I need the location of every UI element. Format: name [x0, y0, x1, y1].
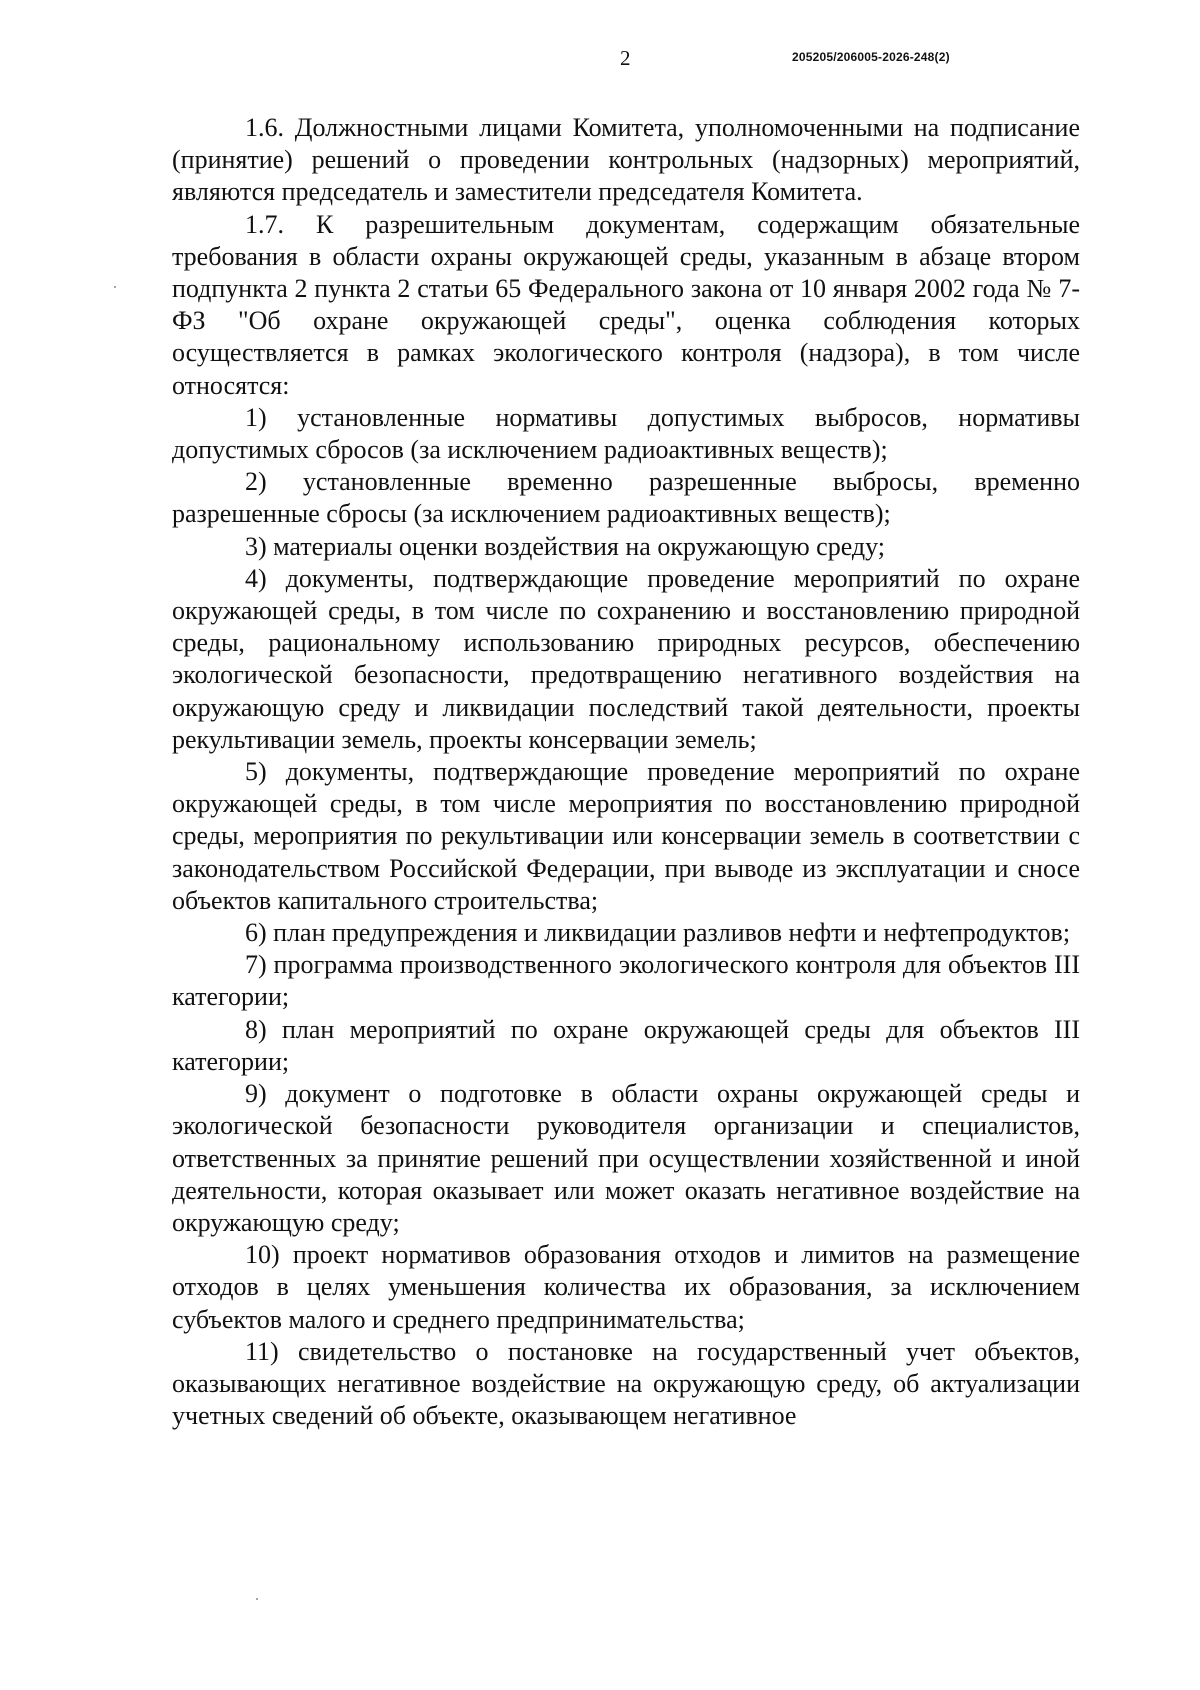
- list-item-3: 3) материалы оценки воздействия на окружающую среду;: [245, 531, 885, 561]
- list-item-1: 1) установленные нормативы допустимых выбросов, нормативы допустимых сбросов (за исключением радиоактивных веществ);: [172, 402, 1080, 465]
- scan-speck: [256, 1598, 258, 1600]
- list-item-6: 6) план предупреждения и ликвидации разливов нефти и нефтепродуктов;: [245, 918, 1071, 948]
- list-item-7: 7) программа производственного экологического контроля для объектов III категории;: [172, 950, 1080, 1012]
- scan-speck: [114, 286, 116, 288]
- list-item-8: 8) план мероприятий по охране окружающей среды для объектов III категории;: [172, 1014, 1080, 1076]
- list-item-11: 11) свидетельство о постановке на государственный учет объектов, оказывающих негативное воздействие на окружающую среду, об актуализации учетных сведений об объекте, оказывающем негативное: [172, 1336, 1080, 1431]
- document-id: 205205/206005-2026-248(2): [792, 50, 950, 64]
- list-item-5: 5) документы, подтверждающие проведение мероприятий по охране окружающей среды, в том числе мероприятия по восстановлению природной среды, мероприятия по рекультивации или консервации земель в соответствии с законодательством Российской Федерации, при выводе из эксплуатации и сносе объектов капитального строительства;: [172, 757, 1080, 915]
- paragraph-1-6: 1.6. Должностными лицами Комитета, уполномоченными на подписание (принятие) решений о проведении контрольных (надзорных) мероприятий, являются председатель и заместители председателя Комитета.: [172, 113, 1080, 207]
- list-item-2: 2) установленные временно разрешенные выбросы, временно разрешенные сбросы (за исключением радиоактивных веществ);: [172, 467, 1080, 529]
- paragraph-1-7: 1.7. К разрешительным документам, содержащим обязательные требования в области охраны окружающей среды, указанным в абзаце втором подпункта 2 пункта 2 статьи 65 Федерального закона от 10 января 2002 года № 7-ФЗ "Об охране окружающей среды", оценка соблюдения которых осуществляется в рамках экологического контроля (надзора), в том числе относятся:: [172, 209, 1080, 400]
- document-body: [172, 112, 1080, 1432]
- page-number: 2: [620, 46, 631, 70]
- list-item-4: 4) документы, подтверждающие проведение мероприятий по охране окружающей среды, в том числе по сохранению и восстановлению природной среды, рациональному использованию природных ресурсов, обеспечению экологической безопасности, предотвращению негативного воздействия на окружающую среду и ликвидации последствий такой деятельности, проекты рекультивации земель, проекты консервации земель;: [172, 563, 1080, 754]
- list-item-10: 10) проект нормативов образования отходов и лимитов на размещение отходов в целях уменьшения количества их образования, за исключением субъектов малого и среднего предпринимательства;: [172, 1240, 1080, 1334]
- list-item-9: 9) документ о подготовке в области охраны окружающей среды и экологической безопасности руководителя организации и специалистов, ответственных за принятие решений при осуществлении хозяйственной и иной деятельности, которая оказывает или может оказать негативное воздействие на окружающую среду;: [172, 1079, 1080, 1237]
